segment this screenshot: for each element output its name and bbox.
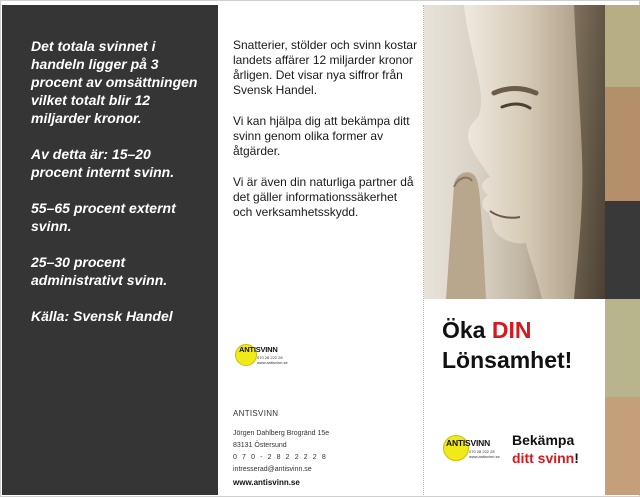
- color-strip-1: [605, 5, 640, 87]
- headline: [442, 315, 572, 375]
- color-strip-2: [605, 87, 640, 201]
- color-strip-3: [605, 201, 640, 299]
- info-panel: [219, 5, 423, 495]
- slogan-line1: Bekämpa: [512, 432, 575, 448]
- color-strip-4: [605, 299, 640, 397]
- antisvinn-logo-cover: [443, 435, 500, 461]
- stat-source: Källa: Svensk Handel: [31, 308, 173, 324]
- stat-total: Det totala svinnet i handeln ligger på 3 procent av omsättningen vilket totalt blir 12 miljarder kronor.: [31, 38, 198, 126]
- logo-subtext: 070 28 222 28 www.antisvinn.se: [469, 449, 500, 459]
- headline-highlight: DIN: [491, 317, 532, 343]
- contact-email: intresserad@antisvinn.se: [233, 466, 312, 473]
- face-silhouette-icon: [424, 5, 606, 299]
- contact-company: ANTISVINN: [233, 409, 279, 418]
- slogan-highlight: ditt svinn: [512, 450, 575, 466]
- logo-word: ANTISVINN: [239, 345, 278, 354]
- logo-word: ANTISVINN: [446, 438, 491, 448]
- slogan: [512, 431, 579, 467]
- stat-external: 55–65 procent externt svinn.: [31, 200, 176, 234]
- color-strip-5: [605, 397, 640, 495]
- logo-subtext: 070 28 222 28 www.antisvinn.se: [257, 355, 288, 365]
- thinking-man-photo: [424, 5, 606, 299]
- stat-administrative: 25–30 procent administrativt svinn.: [31, 254, 168, 288]
- statistics-panel: [2, 5, 218, 495]
- info-paragraph-partner: Vi är även din naturliga partner då det gäller informationssäkerhet och verksamhetsskydd.: [233, 175, 414, 219]
- info-text: [233, 38, 418, 236]
- contact-phone: 0 7 0 - 2 8 2 2 2 2 8: [233, 454, 328, 461]
- contact-address: Jörgen Dahlberg Brogränd 15e: [233, 430, 330, 437]
- slogan-end: !: [574, 450, 579, 466]
- info-paragraph-help: Vi kan hjälpa dig att bekämpa ditt svinn genom olika former av åtgärder.: [233, 114, 410, 158]
- headline-part1: Öka: [442, 317, 492, 343]
- stat-internal: Av detta är: 15–20 procent internt svinn.: [31, 146, 175, 180]
- info-paragraph-cost: Snatterier, stölder och svinn kostar landets affärer 12 miljarder kronor årligen. Det visar nya siffror från Svensk Handel.: [233, 38, 418, 97]
- contact-postal: 83131 Östersund: [233, 442, 287, 449]
- contact-block: [233, 409, 418, 487]
- antisvinn-logo: [235, 344, 288, 366]
- cover-panel: [423, 5, 605, 495]
- headline-line2: Lönsamhet!: [442, 347, 573, 373]
- contact-website: www.antisvinn.se: [233, 478, 300, 487]
